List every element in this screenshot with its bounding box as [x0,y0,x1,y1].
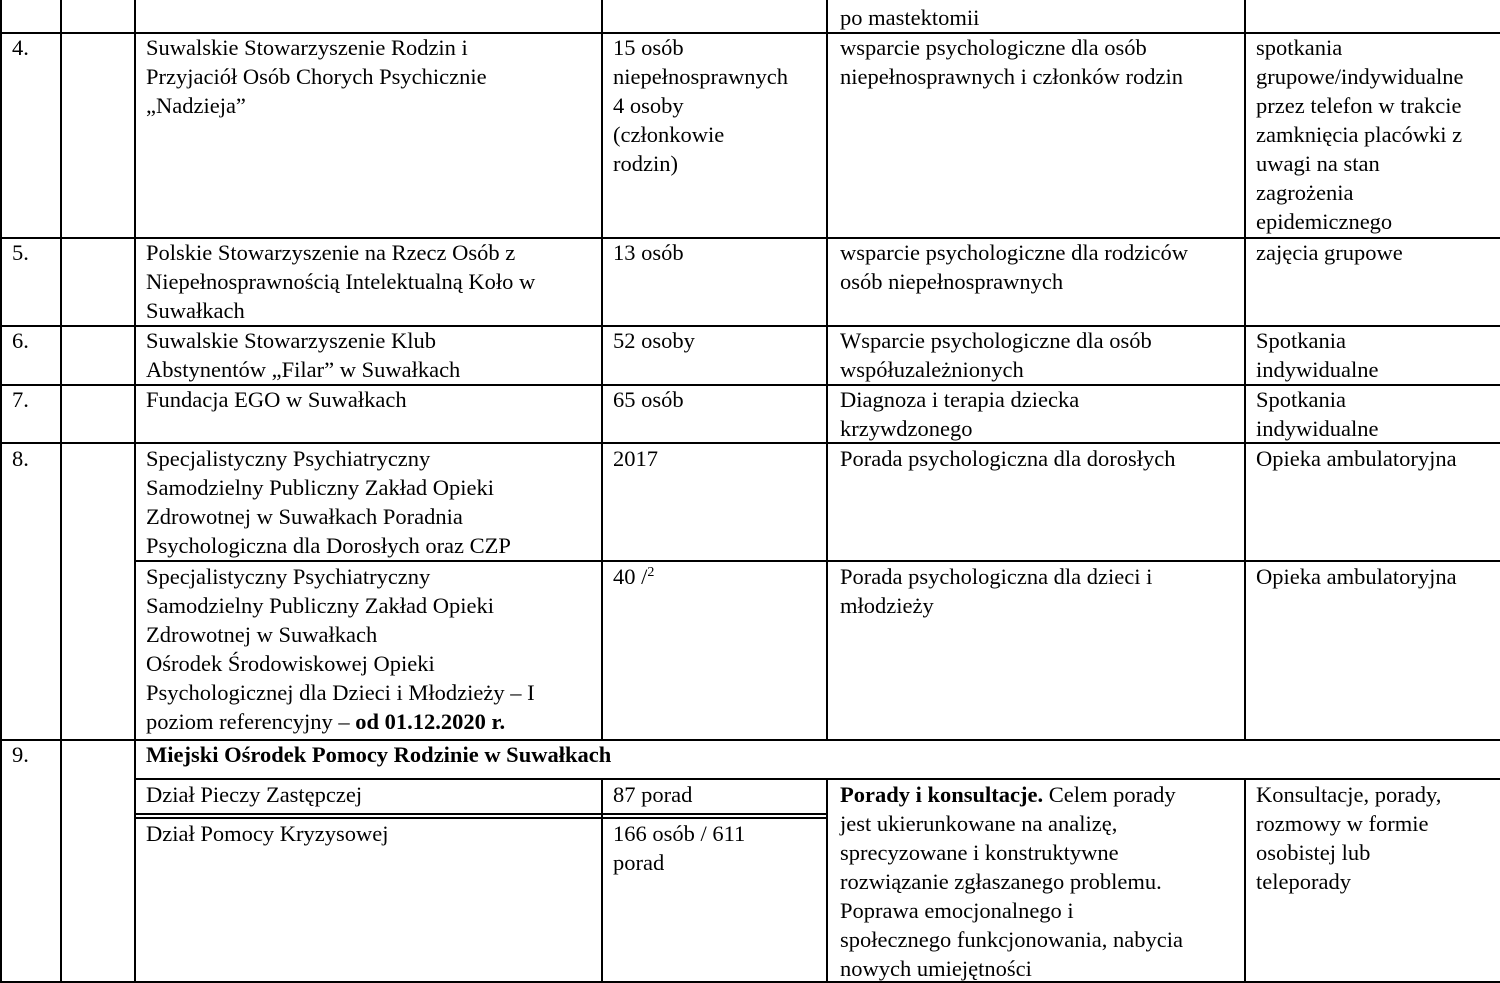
grid-line [1244,779,1246,983]
delivery-cell: Opieka ambulatoryjna [1256,446,1457,471]
support-cell: Wsparcie psychologiczne dla osób współuzależnionych [840,328,1152,382]
organization-text: Specjalistyczny Psychiatryczny Samodzielny Publiczny Zakład Opieki Zdrowotnej w Suwałkach Ośrodek Środowiskowej Opieki Psychologicznej dla Dzieci i Młodzieży – I poziom referencyjny – [146,564,535,734]
delivery-cell: Konsultacje, porady, rozmowy w formie osobistej lub teleporady [1256,782,1442,894]
participants-cell: 15 osób niepełnosprawnych 4 osoby (członkowie rodzin) [613,35,788,176]
row-number: 6. [12,328,29,353]
subunit-name: Dział Pieczy Zastępczej [146,782,363,807]
organization-cell: Suwalskie Stowarzyszenie Rodzin i Przyjaciół Osób Chorych Psychicznie „Nadzieja” [146,35,487,118]
support-cell: Diagnoza i terapia dziecka krzywdzonego [840,387,1080,441]
organization-cell: Fundacja EGO w Suwałkach [146,387,407,412]
organization-cell: Suwalskie Stowarzyszenie Klub Abstynentów „Filar” w Suwałkach [146,328,461,382]
participants-cell [613,562,823,591]
delivery-cell: zajęcia grupowe [1256,240,1403,265]
participants-cell: 13 osób [613,240,684,265]
grid-line [826,0,828,740]
grid-line [601,0,603,740]
support-cell: po mastektomii [840,5,980,30]
grid-line [601,779,603,983]
delivery-cell: Spotkania indywidualne [1256,328,1379,382]
delivery-cell: spotkania grupowe/indywidualne przez telefon w trakcie zamknięcia placówki z uwagi na stan zagrożenia epidemicznego [1256,35,1464,234]
row-number: 4. [12,35,29,60]
grid-line [60,0,62,983]
participants-text: 40 / [613,564,648,589]
participants-cell: 52 osoby [613,328,695,353]
footnote-marker: 2 [647,565,655,580]
grid-line [134,813,826,815]
subunit-participants: 166 osób / 611 porad [613,821,746,875]
delivery-cell: Opieka ambulatoryjna [1256,564,1457,589]
organization-cell [146,562,598,736]
subunit-participants: 87 porad [613,782,693,807]
row-number: 8. [12,446,29,471]
support-heading: Porady i konsultacje. [840,782,1044,807]
subunit-name: Dział Pomocy Kryzysowej [146,821,389,846]
organization-cell: Specjalistyczny Psychiatryczny Samodzielny Publiczny Zakład Opieki Zdrowotnej w Suwałkach Poradnia Psychologiczna dla Dorosłych oraz CZP [146,446,511,558]
support-cell: wsparcie psychologiczne dla osób niepełnosprawnych i członków rodzin [840,35,1184,89]
row-number: 7. [12,387,29,412]
participants-cell: 65 osób [613,387,684,412]
grid-line [1244,0,1246,740]
grid-line [0,0,2,983]
participants-cell: 2017 [613,446,658,471]
grid-line [826,779,828,983]
row-number: 9. [12,742,29,767]
support-text: Celem porady jest ukierunkowane na analizę, sprecyzowane i konstruktywne rozwiązanie zgłaszanego problemu. Poprawa emocjonalnego i społecznego funkcjonowania, nabycia nowych umiejętności [840,782,1183,981]
organization-date: od 01.12.2020 r. [355,709,506,734]
support-cell: wsparcie psychologiczne dla rodziców osób niepełnosprawnych [840,240,1188,294]
section-heading: Miejski Ośrodek Pomocy Rodzinie w Suwałkach [146,742,612,767]
grid-line [134,0,136,983]
support-cell [840,780,1240,983]
delivery-cell: Spotkania indywidualne [1256,387,1379,441]
organization-cell: Polskie Stowarzyszenie na Rzecz Osób z Niepełnosprawnością Intelektualną Koło w Suwałkach [146,240,536,323]
row-number: 5. [12,240,29,265]
support-cell: Porada psychologiczna dla dorosłych [840,446,1176,471]
support-cell: Porada psychologiczna dla dzieci i młodzieży [840,564,1153,618]
